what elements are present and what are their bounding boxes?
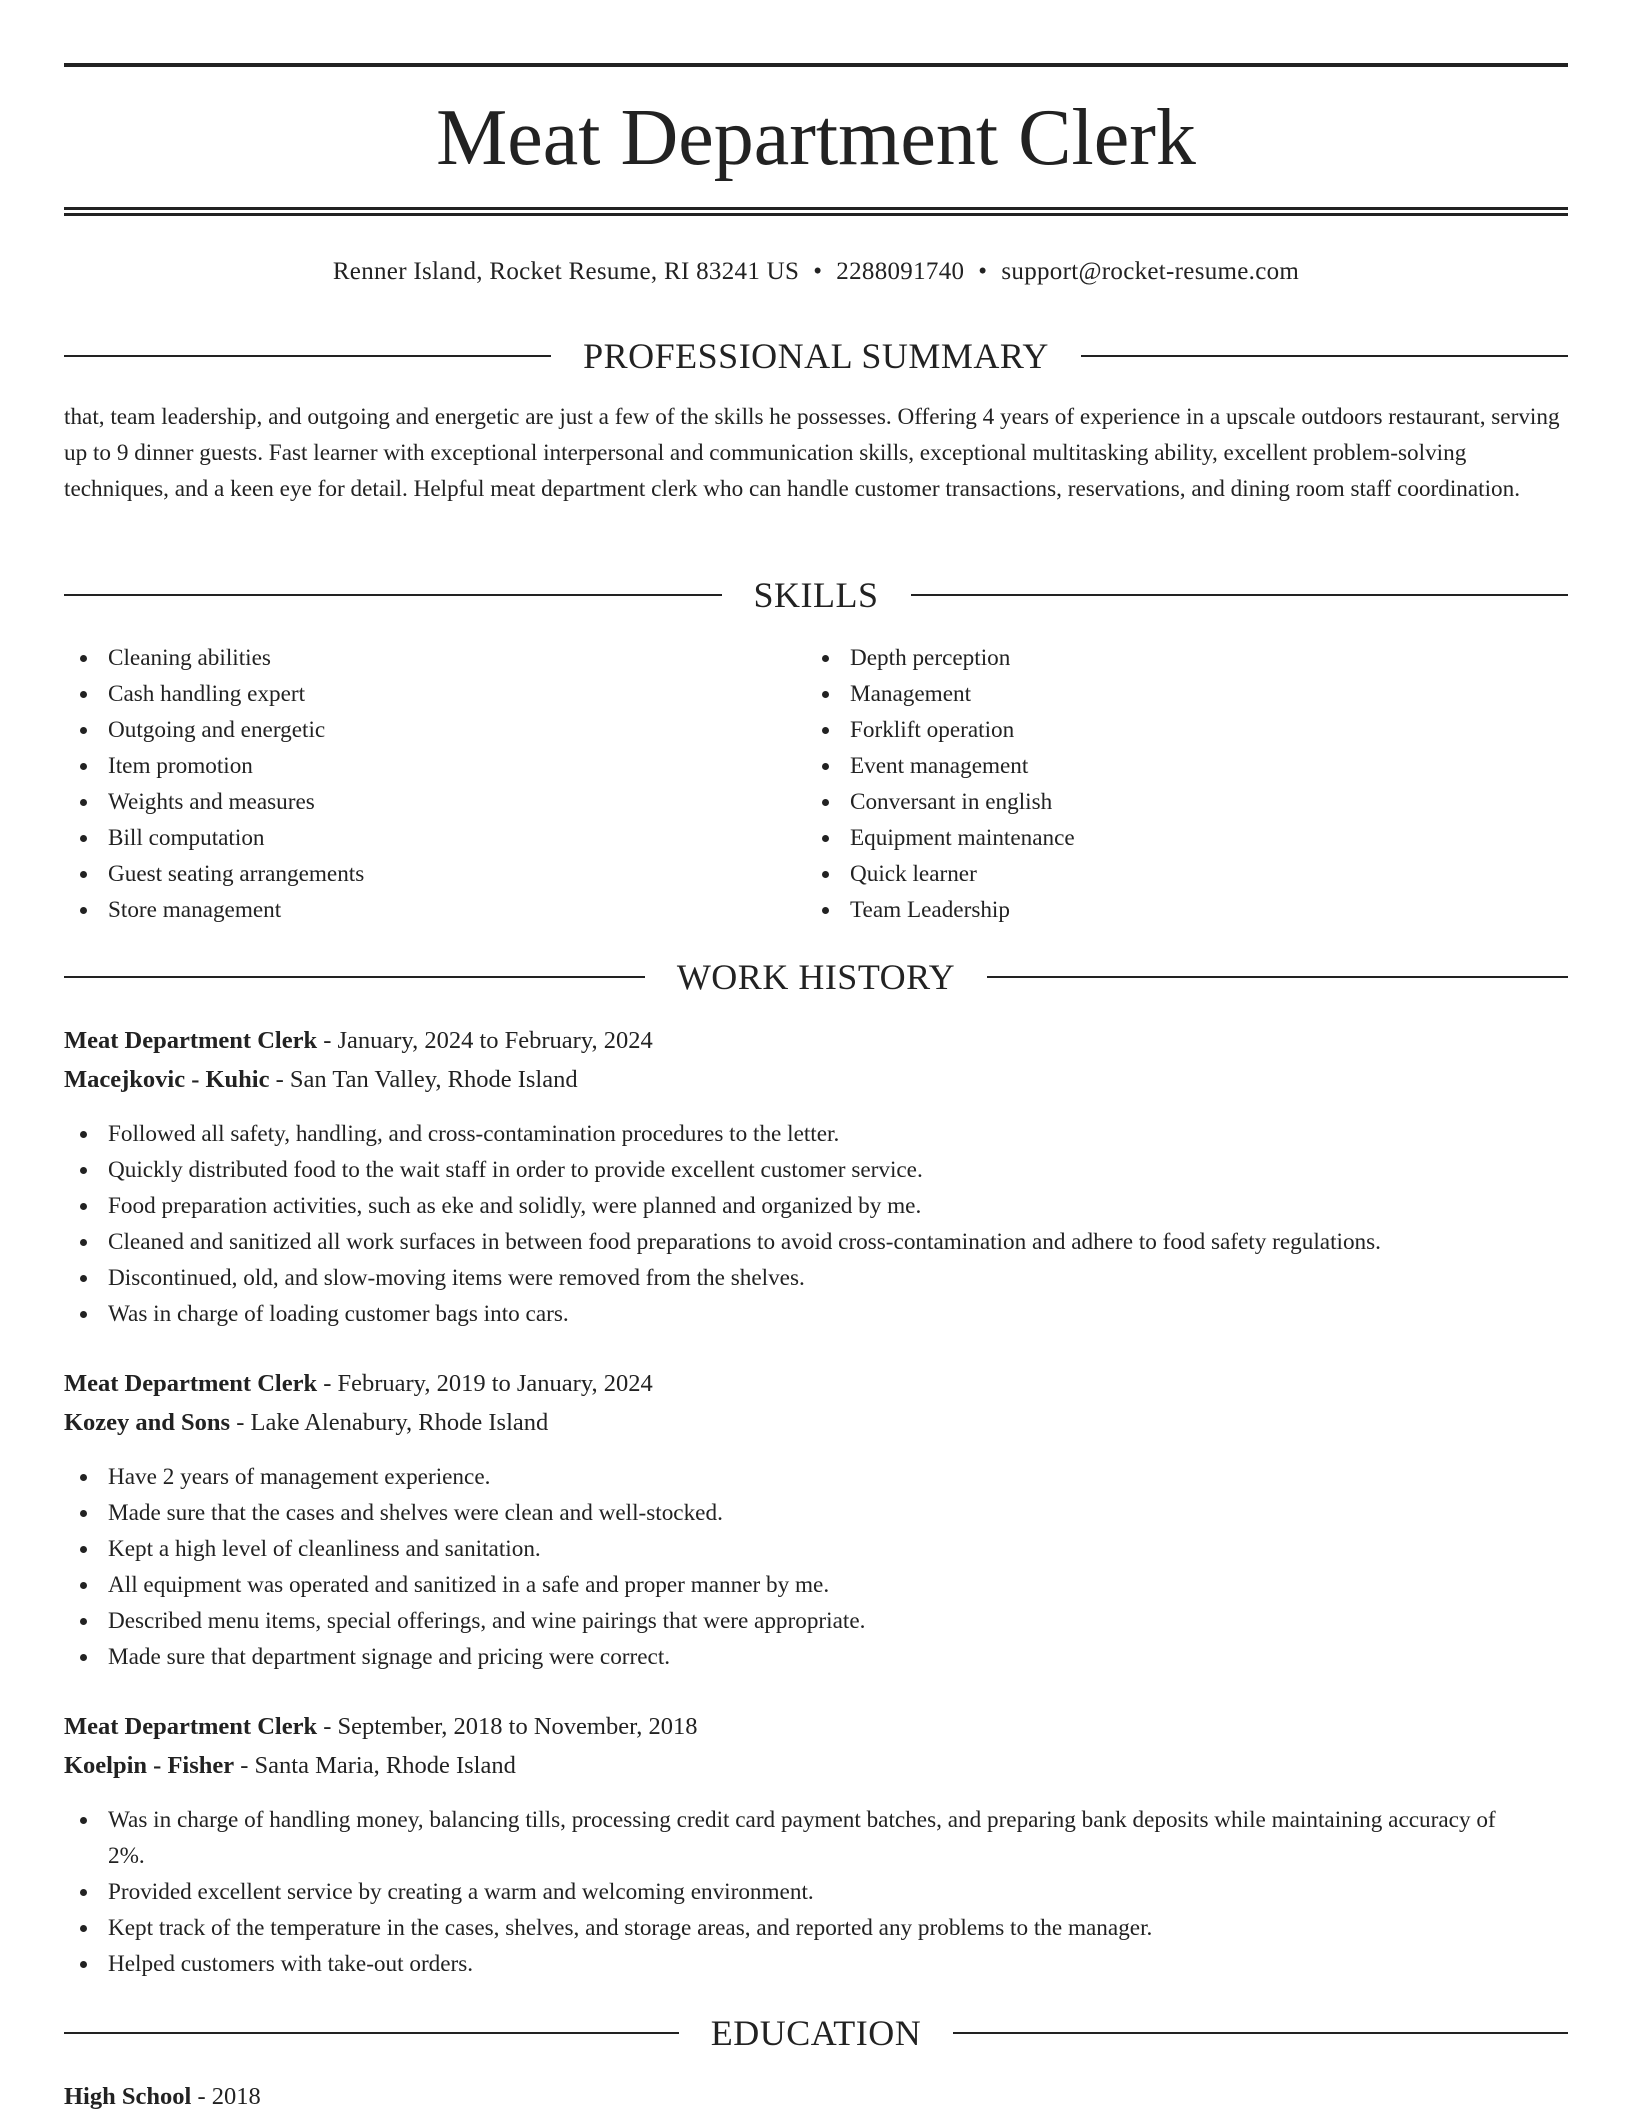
skill-item: Equipment maintenance xyxy=(806,820,1548,856)
duty-item: Described menu items, special offerings, and wine pairings that were appropriate. xyxy=(64,1603,1568,1639)
job-dates: - February, 2019 to January, 2024 xyxy=(317,1370,653,1397)
skill-item: Guest seating arrangements xyxy=(64,856,806,892)
education-year: - 2018 xyxy=(191,2083,261,2110)
duty-item: Quickly distributed food to the wait staff in order to provide excellent customer service. xyxy=(64,1152,1568,1188)
job-title: Meat Department Clerk xyxy=(64,1713,318,1740)
duty-item: Cleaned and sanitized all work surfaces in between food preparations to avoid cross-contamination and adhere to food safety regulations. xyxy=(64,1224,1568,1260)
section-title: SKILLS xyxy=(753,575,879,615)
duty-item: All equipment was operated and sanitized in a safe and proper manner by me. xyxy=(64,1567,1568,1603)
skill-item: Cash handling expert xyxy=(64,676,806,712)
job-employer: Macejkovic - Kuhic xyxy=(64,1066,270,1093)
heading-rule xyxy=(64,2032,679,2034)
skill-item: Bill computation xyxy=(64,820,806,856)
job-duties xyxy=(64,1802,1568,1982)
contact-separator: • xyxy=(813,258,823,285)
top-rule xyxy=(64,63,1568,67)
contact-separator: • xyxy=(978,258,988,285)
duty-item: Discontinued, old, and slow-moving items were removed from the shelves. xyxy=(64,1260,1568,1296)
skill-item: Weights and measures xyxy=(64,784,806,820)
heading-rule xyxy=(953,2032,1568,2034)
section-title: WORK HISTORY xyxy=(676,957,956,997)
skill-item: Conversant in english xyxy=(806,784,1548,820)
skill-item: Forklift operation xyxy=(806,712,1548,748)
job-title-line xyxy=(64,1709,1568,1745)
duty-item: Was in charge of handling money, balancing tills, processing credit card payment batches, and preparing bank deposits while maintaining accuracy of 2%. xyxy=(64,1802,1568,1874)
summary-text: that, team leadership, and outgoing and energetic are just a few of the skills he possesses. Offering 4 years of experience in a upscale outdoors restaurant, serving up to 9 dinner guests. Fast learner with exceptional interpersonal and communication skills, exceptional multitasking ability, excellent problem-solving techniques, and a keen eye for detail. Helpful meat department clerk who can handle customer transactions, reservations, and dining room staff coordination. xyxy=(64,404,1560,502)
skill-item: Team Leadership xyxy=(806,892,1548,928)
duty-item: Provided excellent service by creating a warm and welcoming environment. xyxy=(64,1874,1568,1910)
duty-item: Made sure that department signage and pricing were correct. xyxy=(64,1639,1568,1675)
duty-item: Have 2 years of management experience. xyxy=(64,1459,1568,1495)
heading-rule xyxy=(1081,355,1568,357)
heading-rule xyxy=(911,594,1569,596)
skills-column-left xyxy=(64,640,806,928)
skill-item: Item promotion xyxy=(64,748,806,784)
duty-item: Kept track of the temperature in the cases, shelves, and storage areas, and reported any problems to the manager. xyxy=(64,1910,1568,1946)
heading-rule xyxy=(64,976,645,978)
job-title: Meat Department Clerk xyxy=(64,1370,318,1397)
education-entry xyxy=(64,2079,1568,2115)
duty-item: Helped customers with take-out orders. xyxy=(64,1946,1568,1982)
job-title-line xyxy=(64,1023,1568,1059)
duty-item: Was in charge of loading customer bags into cars. xyxy=(64,1296,1568,1332)
skill-item: Cleaning abilities xyxy=(64,640,806,676)
section-title: EDUCATION xyxy=(710,2013,922,2053)
job-dates: - September, 2018 to November, 2018 xyxy=(317,1713,698,1740)
work-history-heading xyxy=(64,955,1568,999)
contact-phone: 2288091740 xyxy=(836,258,965,285)
education-heading xyxy=(64,2011,1568,2055)
section-title: PROFESSIONAL SUMMARY xyxy=(583,336,1049,376)
heading-rule xyxy=(64,355,551,357)
skill-item: Outgoing and energetic xyxy=(64,712,806,748)
job-duties xyxy=(64,1116,1568,1332)
duty-item: Kept a high level of cleanliness and sanitation. xyxy=(64,1531,1568,1567)
skill-item: Store management xyxy=(64,892,806,928)
skill-item: Quick learner xyxy=(806,856,1548,892)
heading-rule xyxy=(987,976,1568,978)
duty-item: Food preparation activities, such as eke and solidly, were planned and organized by me. xyxy=(64,1188,1568,1224)
contact-address: Renner Island, Rocket Resume, RI 83241 US xyxy=(332,258,800,285)
job-employer-line xyxy=(64,1405,1568,1441)
contact-line xyxy=(64,254,1568,290)
double-rule xyxy=(64,207,1568,216)
job-duties xyxy=(64,1459,1568,1675)
job-location: - Santa Maria, Rhode Island xyxy=(234,1752,516,1779)
duty-item: Made sure that the cases and shelves were clean and well-stocked. xyxy=(64,1495,1568,1531)
contact-email: support@rocket-resume.com xyxy=(1001,258,1300,285)
skill-item: Event management xyxy=(806,748,1548,784)
skill-item: Management xyxy=(806,676,1548,712)
job-employer-line xyxy=(64,1748,1568,1784)
job-location: - San Tan Valley, Rhode Island xyxy=(269,1066,578,1093)
skills-list xyxy=(64,640,1568,928)
heading-rule xyxy=(64,594,722,596)
job-employer: Kozey and Sons xyxy=(64,1409,231,1436)
job-dates: - January, 2024 to February, 2024 xyxy=(317,1027,653,1054)
job-title-line xyxy=(64,1366,1568,1402)
skill-item: Depth perception xyxy=(806,640,1548,676)
skills-heading xyxy=(64,573,1568,617)
education-degree: High School xyxy=(64,2083,192,2110)
job-employer: Koelpin - Fisher xyxy=(64,1752,235,1779)
job-employer-line xyxy=(64,1062,1568,1098)
skills-column-right xyxy=(806,640,1548,928)
resume-title: Meat Department Clerk xyxy=(436,94,1196,182)
job-title: Meat Department Clerk xyxy=(64,1027,318,1054)
duty-item: Followed all safety, handling, and cross-contamination procedures to the letter. xyxy=(64,1116,1568,1152)
job-location: - Lake Alenabury, Rhode Island xyxy=(230,1409,549,1436)
summary-heading xyxy=(64,334,1568,378)
